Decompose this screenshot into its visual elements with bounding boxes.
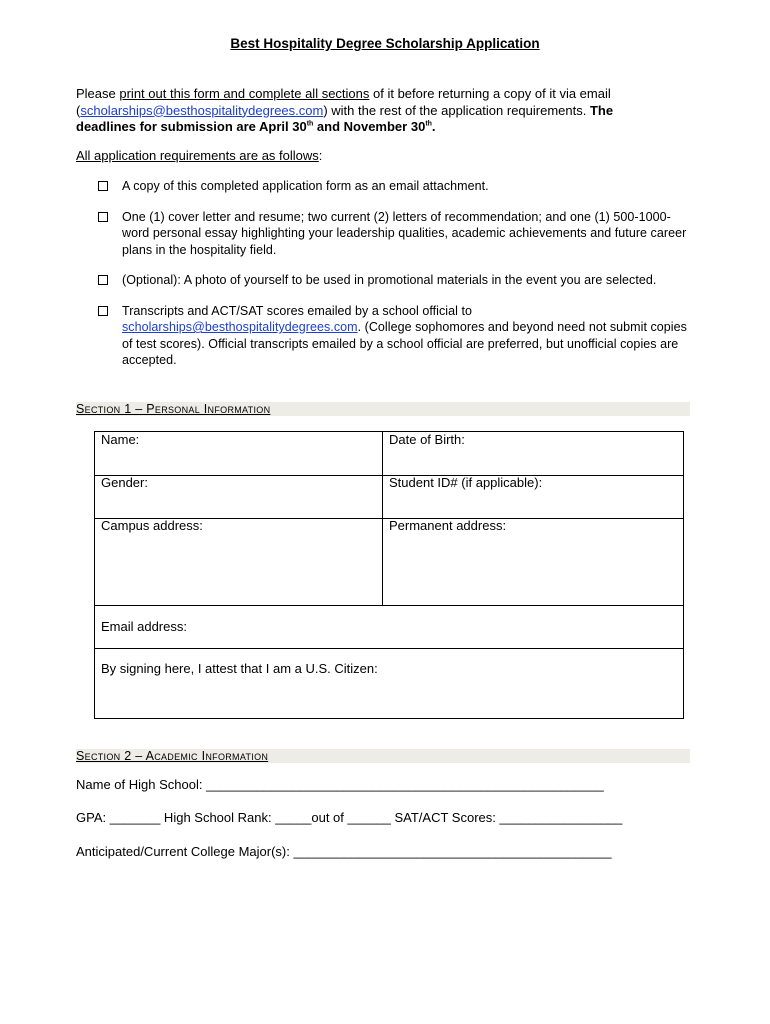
print-instruction: print out this form and complete all sections xyxy=(119,86,370,101)
list-item: Transcripts and ACT/SAT scores emailed by a school official to scholarships@besthospitalitydegrees.com. (College sophomores and beyond need not submit copies of test scores). Official transcripts emailed by a school official are preferred, but unofficial copies are accepted. xyxy=(98,303,698,369)
high-school-field[interactable]: Name of High School: _______________________________________________________ xyxy=(76,777,604,792)
permanent-address-field[interactable]: Permanent address: xyxy=(389,518,507,533)
personal-info-table xyxy=(94,431,684,719)
list-item: One (1) cover letter and resume; two current (2) letters of recommendation; and one (1) 500-1000-word personal essay highlighting your leadership qualities, academic achievements and future career plans in the hospitality field. xyxy=(98,209,698,259)
checkbox[interactable] xyxy=(98,181,108,191)
checkbox[interactable] xyxy=(98,306,108,316)
divider xyxy=(95,605,683,606)
citizenship-signature-field[interactable]: By signing here, I attest that I am a U.S. Citizen: xyxy=(101,661,378,676)
requirements-list xyxy=(98,178,698,383)
document-title: Best Hospitality Degree Scholarship Application xyxy=(230,36,540,51)
name-field[interactable]: Name: xyxy=(101,432,140,447)
list-item: A copy of this completed application form as an email attachment. xyxy=(98,178,698,195)
divider xyxy=(95,648,683,649)
checkbox[interactable] xyxy=(98,212,108,222)
section-1-heading: Section 1 – Personal Information xyxy=(76,402,690,416)
campus-address-field[interactable]: Campus address: xyxy=(101,518,203,533)
gpa-rank-scores-field[interactable]: GPA: _______ High School Rank: _____out of ______ SAT/ACT Scores: _________________ xyxy=(76,810,623,825)
email-address-field[interactable]: Email address: xyxy=(101,619,187,634)
email-link[interactable]: scholarships@besthospitalitydegrees.com xyxy=(122,320,358,334)
list-item: (Optional): A photo of yourself to be used in promotional materials in the event you are selected. xyxy=(98,272,698,289)
checkbox[interactable] xyxy=(98,275,108,285)
section-2-heading: Section 2 – Academic Information xyxy=(76,749,690,763)
email-link[interactable]: scholarships@besthospitalitydegrees.com xyxy=(80,102,324,118)
requirements-heading: All application requirements are as follows: xyxy=(76,148,323,163)
dob-field[interactable]: Date of Birth: xyxy=(389,432,465,447)
college-major-field[interactable]: Anticipated/Current College Major(s): ____________________________________________ xyxy=(76,844,612,859)
intro-paragraph: Please print out this form and complete all sections of it before returning a copy of it via email (scholarships@besthospitalitydegrees.com) with the rest of the application requirements. The deadlines for submission are April 30th and November 30th. xyxy=(76,86,614,134)
student-id-field[interactable]: Student ID# (if applicable): xyxy=(389,475,543,490)
gender-field[interactable]: Gender: xyxy=(101,475,148,490)
